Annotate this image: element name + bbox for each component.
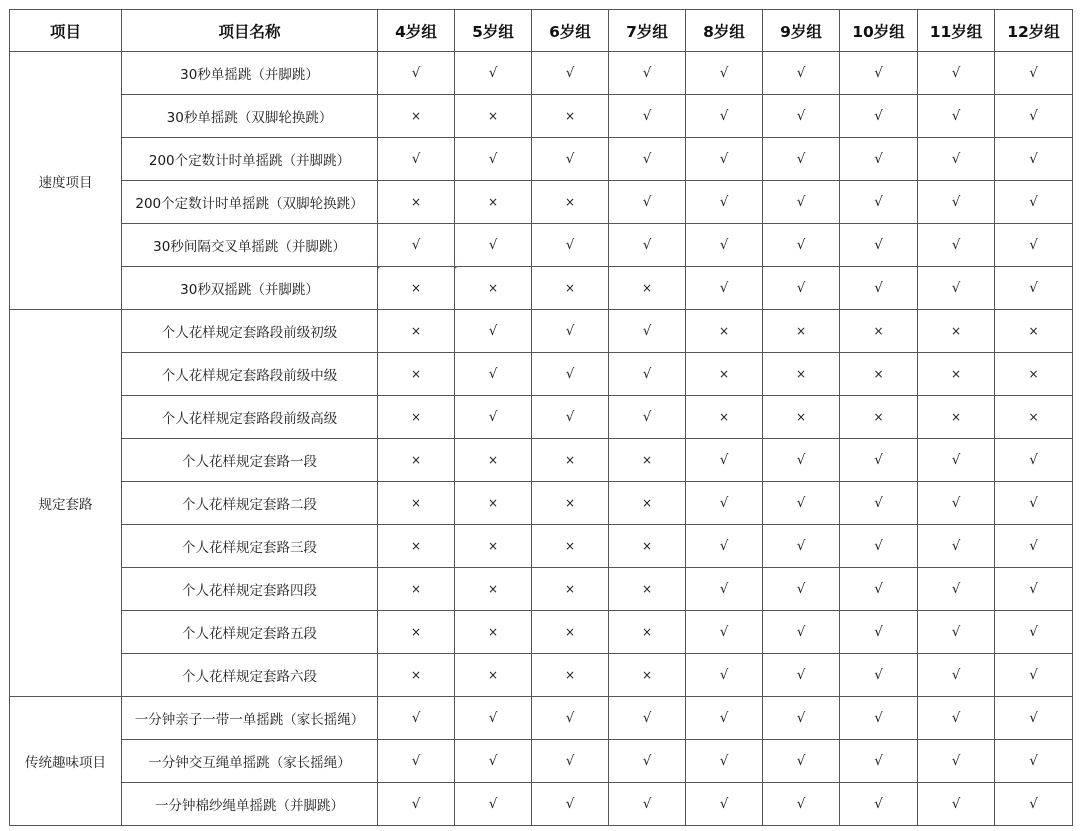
table-row — [10, 482, 1073, 525]
ineligible-mark: × — [378, 396, 455, 439]
eligible-mark: √ — [686, 439, 763, 482]
eligible-mark: √ — [609, 95, 686, 138]
event-name-cell: 个人花样规定套路段前级中级 — [122, 353, 378, 396]
event-name-cell: 个人花样规定套路一段 — [122, 439, 378, 482]
ineligible-mark: × — [995, 396, 1073, 439]
eligible-mark: √ — [609, 396, 686, 439]
table-row — [10, 310, 1073, 353]
eligible-mark: √ — [609, 224, 686, 267]
eligible-mark: √ — [455, 310, 532, 353]
header-group-4: 4岁组 — [378, 10, 455, 52]
table-row — [10, 439, 1073, 482]
eligible-mark: √ — [455, 224, 532, 267]
eligible-mark: √ — [840, 181, 918, 224]
table-row — [10, 740, 1073, 783]
ineligible-mark: × — [532, 654, 609, 697]
table-row — [10, 181, 1073, 224]
eligible-mark: √ — [995, 697, 1073, 740]
table-row — [10, 267, 1073, 310]
eligible-mark: √ — [995, 568, 1073, 611]
event-name-cell: 个人花样规定套路五段 — [122, 611, 378, 654]
ineligible-mark: × — [918, 310, 995, 353]
eligible-mark: √ — [763, 181, 840, 224]
ineligible-mark: × — [378, 310, 455, 353]
header-group-6: 6岁组 — [532, 10, 609, 52]
eligible-mark: √ — [995, 52, 1073, 95]
ineligible-mark: × — [378, 611, 455, 654]
eligible-mark: √ — [686, 568, 763, 611]
eligible-mark: √ — [763, 654, 840, 697]
eligible-mark: √ — [995, 95, 1073, 138]
ineligible-mark: × — [918, 396, 995, 439]
event-name-cell: 30秒双摇跳（并脚跳） — [122, 267, 378, 310]
eligible-mark: √ — [532, 353, 609, 396]
eligible-mark: √ — [918, 482, 995, 525]
eligible-mark: √ — [840, 568, 918, 611]
eligible-mark: √ — [840, 95, 918, 138]
event-name-cell: 200个定数计时单摇跳（双脚轮换跳） — [122, 181, 378, 224]
ineligible-mark: × — [995, 353, 1073, 396]
eligible-mark: √ — [918, 525, 995, 568]
event-name-cell: 一分钟棉纱绳单摇跳（并脚跳） — [122, 783, 378, 826]
category-cell: 速度项目 — [10, 52, 122, 310]
eligible-mark: √ — [532, 783, 609, 826]
header-group-12: 12岁组 — [995, 10, 1073, 52]
ineligible-mark: × — [840, 353, 918, 396]
ineligible-mark: × — [609, 611, 686, 654]
eligible-mark: √ — [918, 52, 995, 95]
eligible-mark: √ — [763, 783, 840, 826]
eligible-mark: √ — [455, 396, 532, 439]
eligible-mark: √ — [763, 568, 840, 611]
event-name-cell: 个人花样规定套路段前级高级 — [122, 396, 378, 439]
ineligible-mark: × — [455, 611, 532, 654]
ineligible-mark: × — [532, 95, 609, 138]
eligible-mark: √ — [455, 52, 532, 95]
ineligible-mark: × — [609, 568, 686, 611]
eligible-mark: √ — [763, 138, 840, 181]
table-row — [10, 224, 1073, 267]
ineligible-mark: × — [532, 568, 609, 611]
eligible-mark: √ — [995, 783, 1073, 826]
table-row — [10, 525, 1073, 568]
header-row — [10, 10, 1073, 52]
ineligible-mark: × — [378, 267, 455, 310]
eligible-mark: √ — [609, 181, 686, 224]
eligible-mark: √ — [378, 224, 455, 267]
ineligible-mark: × — [763, 310, 840, 353]
eligible-mark: √ — [686, 783, 763, 826]
eligible-mark: √ — [763, 525, 840, 568]
ineligible-mark: × — [532, 181, 609, 224]
ineligible-mark: × — [532, 439, 609, 482]
eligible-mark: √ — [378, 697, 455, 740]
eligible-mark: √ — [840, 783, 918, 826]
eligible-mark: √ — [995, 224, 1073, 267]
header-name: 项目名称 — [122, 10, 378, 52]
eligible-mark: √ — [686, 138, 763, 181]
event-name-cell: 30秒单摇跳（双脚轮换跳） — [122, 95, 378, 138]
ineligible-mark: × — [532, 267, 609, 310]
eligible-mark: √ — [686, 611, 763, 654]
eligible-mark: √ — [378, 52, 455, 95]
eligible-mark: √ — [918, 138, 995, 181]
eligible-mark: √ — [840, 482, 918, 525]
eligible-mark: √ — [378, 783, 455, 826]
ineligible-mark: × — [455, 267, 532, 310]
ineligible-mark: × — [378, 181, 455, 224]
ineligible-mark: × — [609, 267, 686, 310]
ineligible-mark: × — [378, 654, 455, 697]
header-group-7: 7岁组 — [609, 10, 686, 52]
eligible-mark: √ — [840, 740, 918, 783]
eligible-mark: √ — [995, 482, 1073, 525]
ineligible-mark: × — [455, 482, 532, 525]
eligible-mark: √ — [918, 783, 995, 826]
eligible-mark: √ — [840, 52, 918, 95]
eligible-mark: √ — [686, 52, 763, 95]
ineligible-mark: × — [378, 439, 455, 482]
ineligible-mark: × — [378, 525, 455, 568]
eligible-mark: √ — [840, 224, 918, 267]
eligible-mark: √ — [840, 439, 918, 482]
ineligible-mark: × — [455, 95, 532, 138]
ineligible-mark: × — [763, 396, 840, 439]
eligible-mark: √ — [840, 654, 918, 697]
table-row — [10, 611, 1073, 654]
header-group-10: 10岁组 — [840, 10, 918, 52]
ineligible-mark: × — [686, 310, 763, 353]
eligible-mark: √ — [609, 783, 686, 826]
ineligible-mark: × — [378, 95, 455, 138]
eligible-mark: √ — [532, 310, 609, 353]
eligible-mark: √ — [686, 95, 763, 138]
eligible-mark: √ — [840, 697, 918, 740]
table-row — [10, 396, 1073, 439]
event-name-cell: 一分钟交互绳单摇跳（家长摇绳） — [122, 740, 378, 783]
table-row — [10, 138, 1073, 181]
eligible-mark: √ — [686, 525, 763, 568]
ineligible-mark: × — [455, 654, 532, 697]
eligible-mark: √ — [686, 740, 763, 783]
eligible-mark: √ — [609, 697, 686, 740]
ineligible-mark: × — [686, 353, 763, 396]
eligible-mark: √ — [455, 353, 532, 396]
ineligible-mark: × — [840, 396, 918, 439]
ineligible-mark: × — [918, 353, 995, 396]
eligible-mark: √ — [686, 482, 763, 525]
table-row — [10, 697, 1073, 740]
ineligible-mark: × — [378, 568, 455, 611]
eligible-mark: √ — [918, 654, 995, 697]
eligible-mark: √ — [918, 697, 995, 740]
eligible-mark: √ — [763, 95, 840, 138]
table-row — [10, 568, 1073, 611]
ineligible-mark: × — [378, 353, 455, 396]
event-name-cell: 30秒单摇跳（并脚跳） — [122, 52, 378, 95]
event-name-cell: 个人花样规定套路三段 — [122, 525, 378, 568]
eligible-mark: √ — [918, 611, 995, 654]
ineligible-mark: × — [609, 482, 686, 525]
category-cell: 传统趣味项目 — [10, 697, 122, 826]
ineligible-mark: × — [609, 439, 686, 482]
eligible-mark: √ — [840, 525, 918, 568]
eligible-mark: √ — [995, 654, 1073, 697]
ineligible-mark: × — [532, 525, 609, 568]
eligible-mark: √ — [763, 697, 840, 740]
table-row — [10, 95, 1073, 138]
eligible-mark: √ — [532, 52, 609, 95]
ineligible-mark: × — [455, 525, 532, 568]
ineligible-mark: × — [378, 482, 455, 525]
ineligible-mark: × — [995, 310, 1073, 353]
cell-corner-marker — [377, 266, 381, 270]
eligible-mark: √ — [686, 654, 763, 697]
ineligible-mark: × — [686, 396, 763, 439]
eligible-mark: √ — [840, 138, 918, 181]
eligible-mark: √ — [763, 439, 840, 482]
eligible-mark: √ — [686, 697, 763, 740]
event-name-cell: 个人花样规定套路四段 — [122, 568, 378, 611]
eligible-mark: √ — [532, 697, 609, 740]
eligible-mark: √ — [918, 740, 995, 783]
event-name-cell: 个人花样规定套路二段 — [122, 482, 378, 525]
eligible-mark: √ — [995, 138, 1073, 181]
ineligible-mark: × — [609, 525, 686, 568]
eligible-mark: √ — [686, 267, 763, 310]
cell-corner-marker — [454, 266, 458, 270]
eligible-mark: √ — [609, 740, 686, 783]
ineligible-mark: × — [840, 310, 918, 353]
ineligible-mark: × — [763, 353, 840, 396]
header-group-11: 11岁组 — [918, 10, 995, 52]
eligible-mark: √ — [995, 525, 1073, 568]
eligible-mark: √ — [455, 697, 532, 740]
eligible-mark: √ — [686, 181, 763, 224]
eligible-mark: √ — [995, 611, 1073, 654]
eligible-mark: √ — [532, 138, 609, 181]
eligible-mark: √ — [609, 52, 686, 95]
header-group-9: 9岁组 — [763, 10, 840, 52]
ineligible-mark: × — [455, 181, 532, 224]
eligible-mark: √ — [763, 52, 840, 95]
eligible-mark: √ — [378, 740, 455, 783]
eligible-mark: √ — [609, 310, 686, 353]
eligible-mark: √ — [455, 783, 532, 826]
eligible-mark: √ — [918, 95, 995, 138]
eligible-mark: √ — [918, 181, 995, 224]
table-row — [10, 654, 1073, 697]
header-category: 项目 — [10, 10, 122, 52]
eligible-mark: √ — [763, 611, 840, 654]
eligible-mark: √ — [455, 740, 532, 783]
eligible-mark: √ — [532, 740, 609, 783]
eligible-mark: √ — [686, 224, 763, 267]
table-header — [10, 10, 1073, 52]
ineligible-mark: × — [609, 654, 686, 697]
eligible-mark: √ — [532, 396, 609, 439]
eligible-mark: √ — [840, 611, 918, 654]
table-row — [10, 783, 1073, 826]
eligible-mark: √ — [378, 138, 455, 181]
eligible-mark: √ — [918, 224, 995, 267]
event-name-cell: 一分钟亲子一带一单摇跳（家长摇绳） — [122, 697, 378, 740]
eligible-mark: √ — [995, 181, 1073, 224]
event-name-cell: 个人花样规定套路六段 — [122, 654, 378, 697]
eligible-mark: √ — [532, 224, 609, 267]
eligible-mark: √ — [763, 482, 840, 525]
event-name-cell: 200个定数计时单摇跳（并脚跳） — [122, 138, 378, 181]
eligible-mark: √ — [609, 138, 686, 181]
table-row — [10, 353, 1073, 396]
ineligible-mark: × — [455, 439, 532, 482]
eligible-mark: √ — [763, 267, 840, 310]
eligible-mark: √ — [840, 267, 918, 310]
eligible-mark: √ — [763, 224, 840, 267]
eligible-mark: √ — [455, 138, 532, 181]
table-body — [10, 52, 1073, 826]
eligible-mark: √ — [995, 439, 1073, 482]
eligible-mark: √ — [995, 267, 1073, 310]
eligible-mark: √ — [918, 439, 995, 482]
eligible-mark: √ — [918, 267, 995, 310]
category-cell: 规定套路 — [10, 310, 122, 697]
events-age-group-table — [9, 9, 1073, 826]
header-group-8: 8岁组 — [686, 10, 763, 52]
table-row — [10, 52, 1073, 95]
ineligible-mark: × — [532, 611, 609, 654]
ineligible-mark: × — [455, 568, 532, 611]
header-group-5: 5岁组 — [455, 10, 532, 52]
event-name-cell: 个人花样规定套路段前级初级 — [122, 310, 378, 353]
eligible-mark: √ — [609, 353, 686, 396]
eligible-mark: √ — [763, 740, 840, 783]
event-name-cell: 30秒间隔交叉单摇跳（并脚跳） — [122, 224, 378, 267]
eligible-mark: √ — [918, 568, 995, 611]
eligible-mark: √ — [995, 740, 1073, 783]
ineligible-mark: × — [532, 482, 609, 525]
